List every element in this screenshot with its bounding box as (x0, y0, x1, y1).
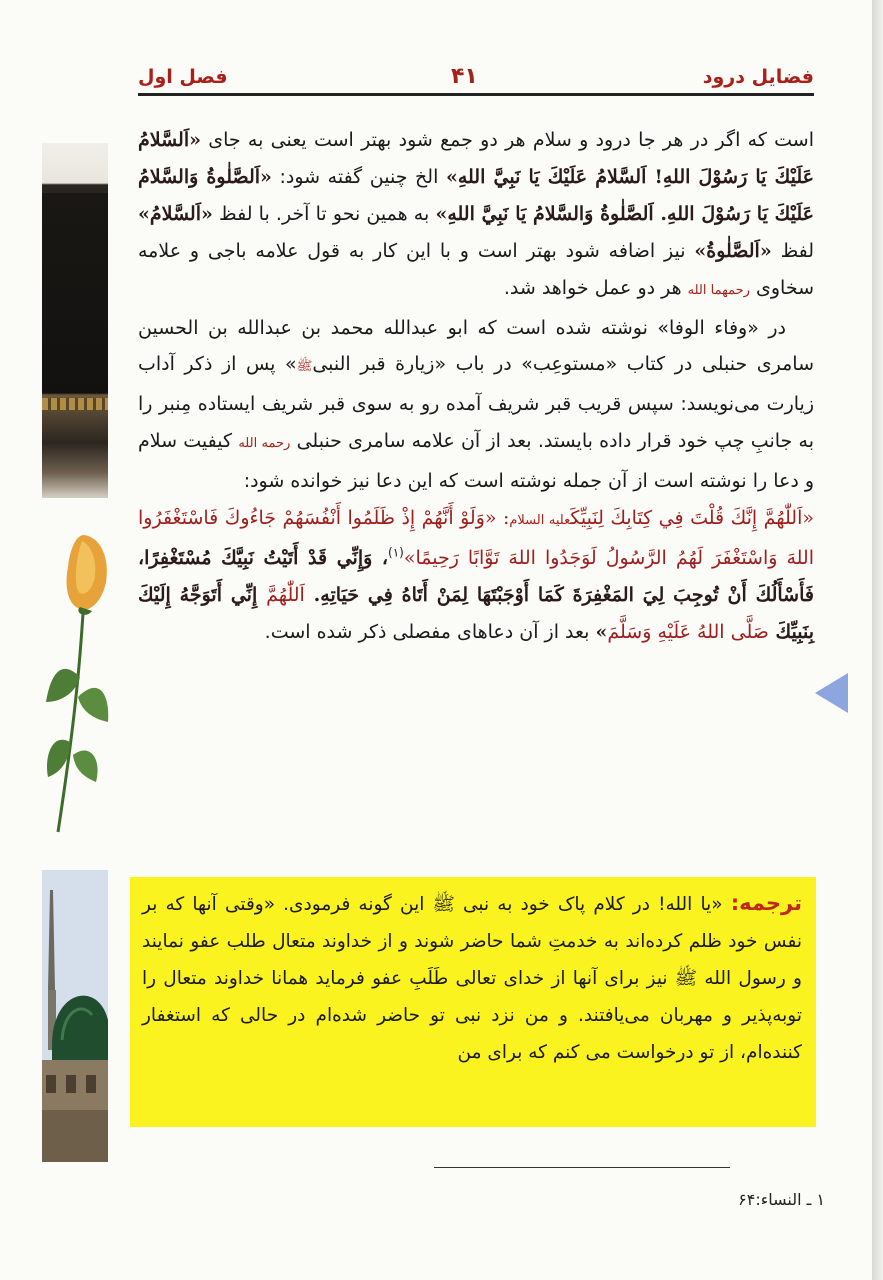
footnote-marker: (۱) (388, 545, 404, 560)
main-text (138, 122, 814, 651)
dua-paragraph (138, 500, 814, 651)
page-number: ۴۱ (451, 64, 478, 89)
p2-text-1: در «وفاء الوفا» نوشته شده است که ابو عبدالله محمد بن عبدالله بن الحسین سامری حنبلی در کتاب «مستوعِب» در باب «زیارة قبر النبی (138, 316, 814, 376)
rose-image (40, 527, 112, 837)
footnote: ۱ ـ النساء:۶۴ (738, 1190, 825, 1209)
kaaba-door-band (42, 398, 108, 410)
translation-label: ترجمه: (730, 891, 802, 915)
page-header (138, 64, 814, 96)
quran-verse: : «وَلَوْ أَنَّهُمْ إِذْ ظَلَمُوا أَنْفُسَهُمْ جَاءُوكَ فَاسْتَغْفَرُوا اللهَ وَاسْتَغْفَرَ لَهُمُ الرَّسُولُ لَوَجَدُوا اللهَ تَوَّابًا رَحِيمًا» (138, 507, 814, 569)
p1-text-2: الخ چنین گفته شود: (271, 165, 446, 188)
translation-box (130, 877, 816, 1127)
triangle-marker-icon (815, 673, 848, 713)
chapter-title: فصل اول (138, 66, 228, 88)
honorific-1: رحمهما الله (687, 282, 750, 298)
p1-arabic-3: «اَلسَّلامُ» (138, 202, 213, 225)
dua-close: » (595, 620, 608, 643)
paragraph-2 (138, 310, 814, 501)
p1-text-3: به همین نحو تا آخر. با لفظ (212, 202, 436, 225)
p1-text-5: نیز اضافه شود بهتر است و با این کار به قول علامه باجی و علامه سخاوی (138, 239, 814, 299)
kaaba-image (42, 143, 108, 498)
dua-text-after: بعد از آن دعاهای مفصلی ذکر شده است. (264, 620, 596, 643)
header-rule (138, 93, 814, 96)
p1-arabic-2: «اَلصَّلٰوةُ وَالسَّلامُ عَلَيْكَ يَا رَسُوْلَ اللهِ. اَلصَّلٰوةُ وَالسَّلامُ يَا نَبِيَّ اللهِ» (138, 165, 814, 225)
p1-text-1: است که اگر در هر جا درود و سلام هر دو جمع شود بهتر است یعنی به جای (208, 129, 814, 151)
footnote-rule (434, 1167, 730, 1168)
kaaba-roof (42, 185, 108, 193)
p1-arabic-4: «اَلصَّلٰوةُ» (694, 239, 772, 262)
dua-arabic-1: «اَللّٰهُمَّ إِنَّكَ قُلْتَ فِي كِتَابِكَ لِنَبِيِّكَ (570, 507, 815, 530)
dua-arabic-3: اَللّٰهُمَّ (266, 583, 305, 606)
salawat: صَلَّى اللهُ عَلَيْهِ وَسَلَّمَ (607, 620, 769, 643)
honorific-4: عليه السلام (509, 513, 571, 529)
dua-arabic-2: ، وَإِنِّي قَدْ أَتَيْتُ نَبِيَّكَ مُسْتَغْفِرًا، فَأَسْأَلُكَ أَنْ تُوجِبَ لِيَ المَغْفِرَةَ كَمَا أَوْجَبْتَهَا لِمَنْ أَتَاهُ فِي حَيَاتِهِ. (138, 546, 814, 606)
translation-text: «یا الله! در کلام پاک خود به نبی ﷺ این گونه فرمودی. «وقتی آنها که بر نفس خود ظلم کرده‌اند به خدمتِ شما حاضر شوند و از خداوند متعال طلب عفو نمایند و رسول الله ﷺ نیز برای آنها از خدای تعالی طَلَبِ عفو فرماید همانا خداوند متعال را توبه‌پذیر و مهربان می‌یافتند. و من نزد نبی تو حاضر شده‌ام در حالی که استغفار کننده‌ام، از تو درخواست می کنم که برای من (142, 894, 802, 1063)
p1-text-6: هر دو عمل خواهد شد. (503, 276, 688, 299)
book-title: فضایل درود (702, 66, 814, 88)
p1-arabic-1: «اَلسَّلامُ عَلَيْكَ يَا رَسُوْلَ اللهِ! اَلسَّلامُ عَلَيْكَ يَا نَبِيَّ اللهِ» (138, 129, 814, 188)
honorific-2: ﷺ (296, 359, 313, 375)
dua-arabic-4: إِنِّي أَتَوَجَّهُ إِلَيْكَ بِنَبِيِّكَ (138, 583, 814, 643)
green-dome-image (42, 870, 108, 1162)
honorific-3: رحمه الله (238, 436, 291, 452)
p1-text-4: لفظ (771, 239, 814, 262)
paragraph-1 (138, 122, 814, 310)
page-edge (872, 0, 883, 1280)
p2-text-3: کیفیت سلام و دعا را نوشته است از آن جمله نوشته است که این دعا نیز خوانده شود: (138, 430, 814, 493)
p2-text-2: » پس از ذکر آداب زیارت می‌نویسد: سپس قریب قبر شریف آمده رو به سوی قبر شریف ایستاده مِنبر را به جانبِ چپ خود قرار داده بایستد. بعد از آن علامه سامری حنبلی (138, 353, 815, 453)
